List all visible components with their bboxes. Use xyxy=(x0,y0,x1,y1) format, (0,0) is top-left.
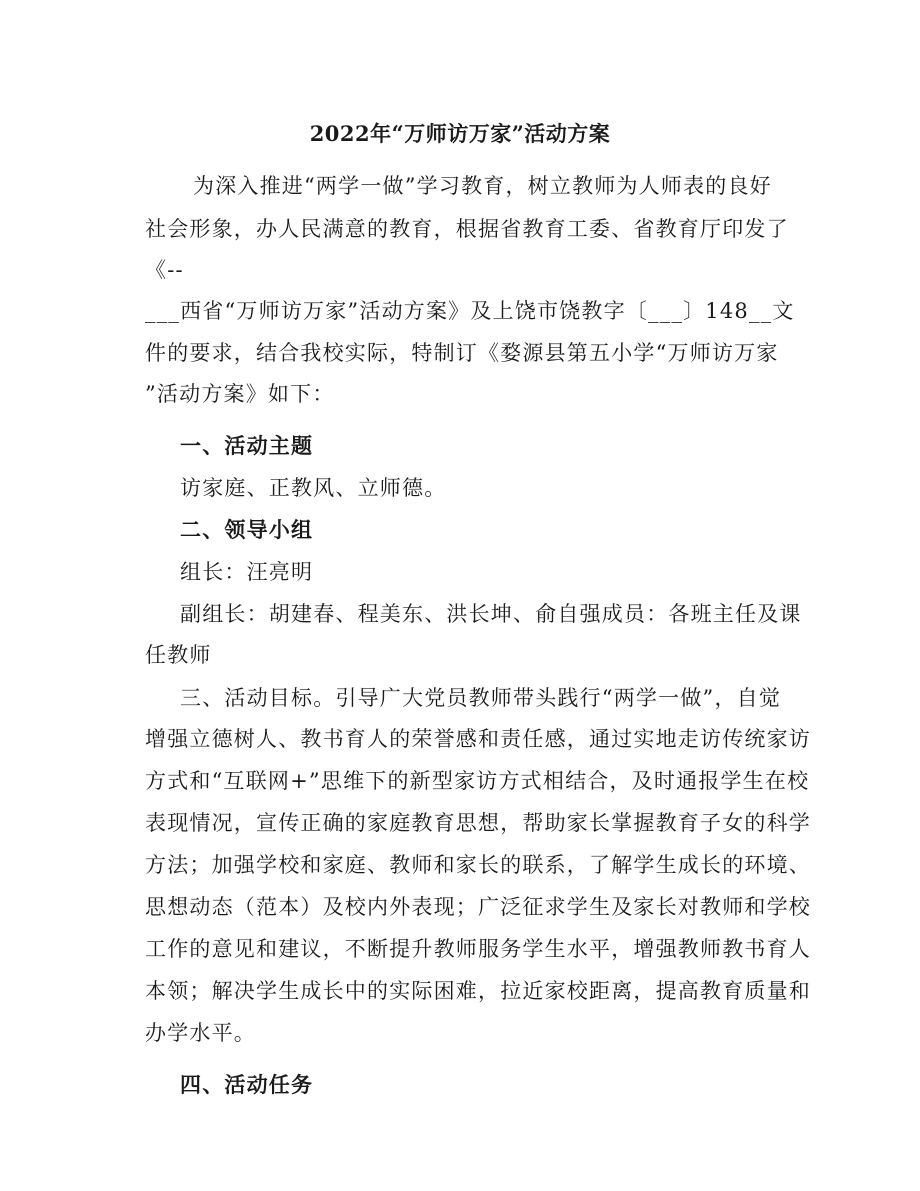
section-3-line-5: 方法；加强学校和家庭、教师和家长的联系，了解学生成长的环境、 xyxy=(145,853,811,877)
section-4-heading: 四、活动任务 xyxy=(180,1072,314,1097)
document-title: 2022年“万师访万家”活动方案 xyxy=(309,121,611,146)
section-3-line-4: 表现情况，宣传正确的家庭教育思想，帮助家长掌握教育子女的科学 xyxy=(145,811,811,835)
intro-line-5: 件的要求，结合我校实际，特制订《婺源县第五小学“万师访万家 xyxy=(145,341,779,365)
intro-line-3: 《-- xyxy=(145,258,184,282)
section-2-heading: 二、领导小组 xyxy=(180,517,314,542)
section-1-text: 访家庭、正教风、立师德。 xyxy=(180,476,447,500)
section-2-deputy-line-2: 任教师 xyxy=(145,643,212,667)
section-3-line-1: 三、活动目标。引导广大党员教师带头践行“两学一做”，自觉 xyxy=(180,686,782,710)
section-1-heading: 一、活动主题 xyxy=(180,433,314,458)
section-3-line-7: 工作的意见和建议，不断提升教师服务学生水平，增强教师教书育人 xyxy=(145,937,811,961)
section-3-line-9: 办学水平。 xyxy=(145,1021,256,1045)
section-3-line-8: 本领；解决学生成长中的实际困难，拉近家校距离，提高教育质量和 xyxy=(145,979,811,1003)
section-3-line-2: 增强立德树人、教书育人的荣誉感和责任感，通过实地走访传统家访 xyxy=(145,727,811,751)
intro-line-2: 社会形象，办人民满意的教育，根据省教育工委、省教育厅印发了 xyxy=(145,217,789,241)
intro-line-1: 为深入推进“两学一做”学习教育，树立教师为人师表的良好 xyxy=(193,174,772,198)
intro-line-6: ”活动方案》如下： xyxy=(145,382,335,406)
intro-line-4: ___西省“万师访万家”活动方案》及上饶市饶教字〔___〕148__文 xyxy=(145,299,795,323)
section-2-deputy-line-1: 副组长：胡建春、程美东、洪长坤、俞自强成员：各班主任及课 xyxy=(180,602,802,626)
section-2-leader: 组长：汪亮明 xyxy=(180,560,314,584)
section-3-line-3: 方式和“互联网+”思维下的新型家访方式相结合，及时通报学生在校 xyxy=(145,769,810,793)
section-3-line-6: 思想动态（范本）及校内外表现；广泛征求学生及家长对教师和学校 xyxy=(145,895,811,919)
